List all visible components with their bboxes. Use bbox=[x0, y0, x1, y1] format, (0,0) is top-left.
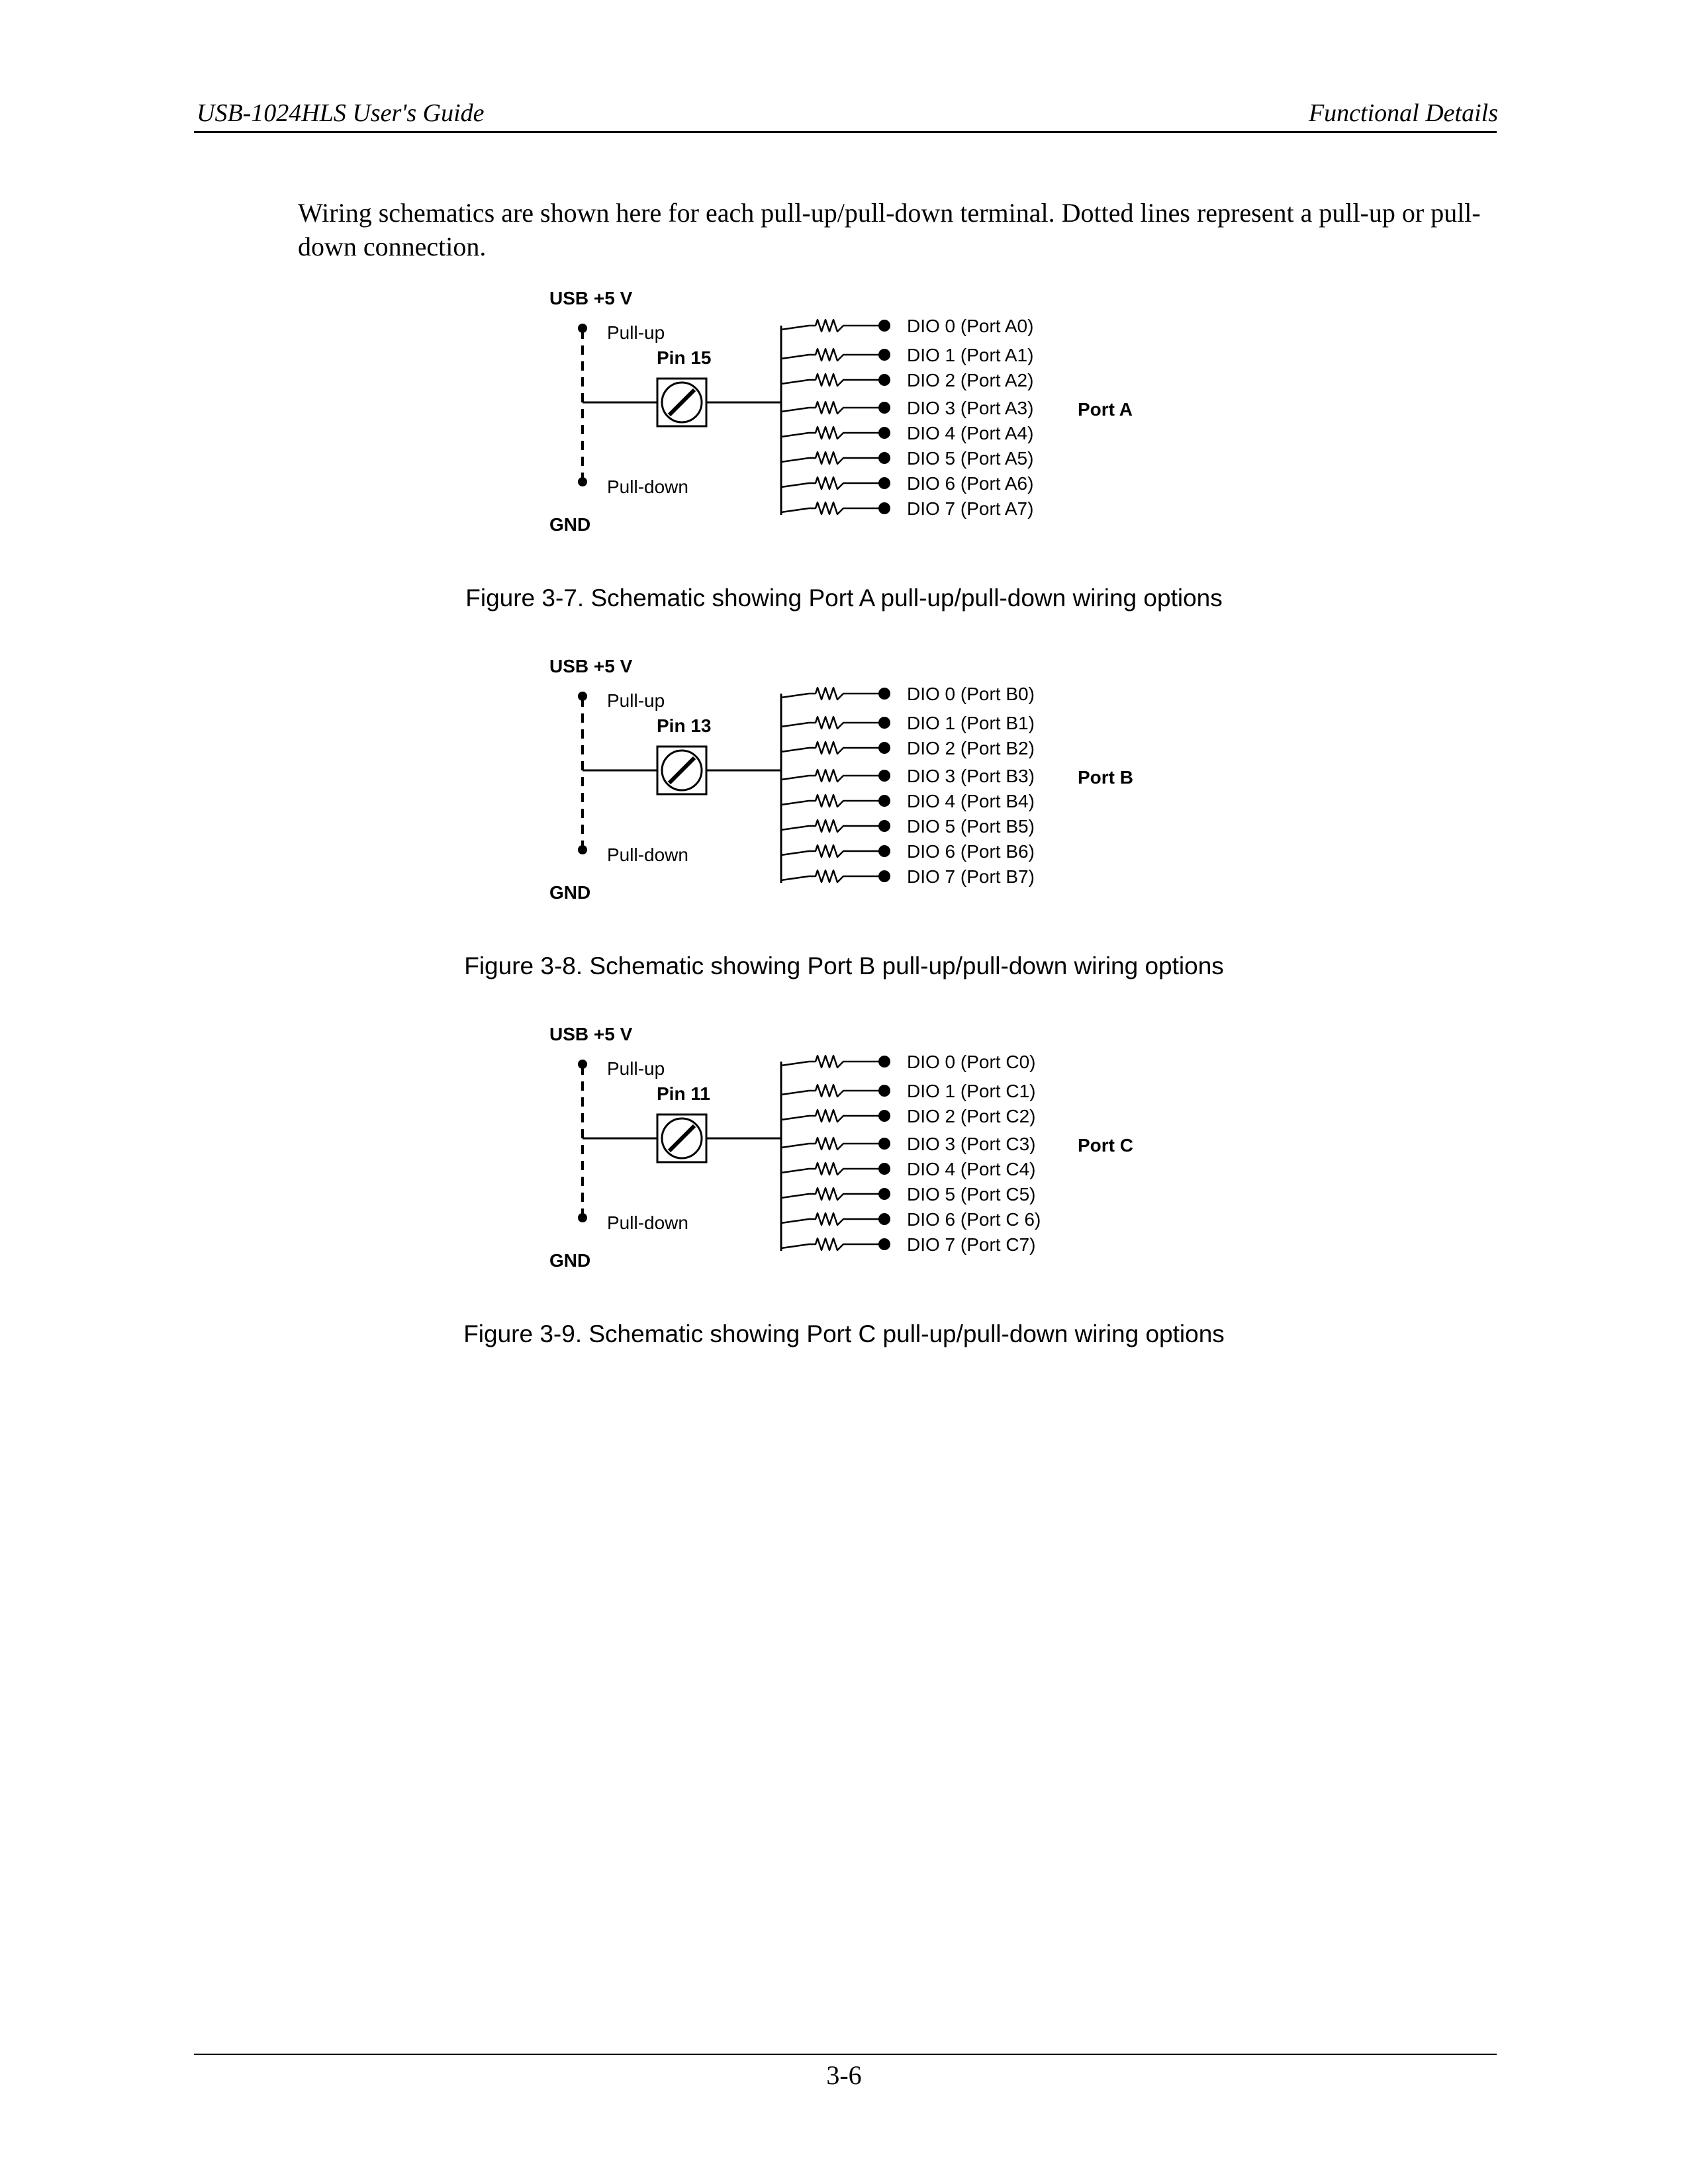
pull-resistor bbox=[781, 1138, 880, 1150]
intro-paragraph: Wiring schematics are shown here for each pull-up/pull-down terminal. Dotted lines represent a pull-up or pull-down connection. bbox=[298, 198, 1481, 261]
dio-terminal-dot bbox=[878, 320, 890, 332]
dio-terminal-dot bbox=[878, 820, 890, 832]
pull-resistor bbox=[781, 349, 880, 361]
pull-resistor bbox=[781, 1163, 880, 1175]
dio-terminal-dot bbox=[878, 1138, 890, 1150]
dio-terminal-dot bbox=[878, 1238, 890, 1250]
dio-terminal-dot bbox=[878, 845, 890, 857]
dio-label: DIO 2 (Port C2) bbox=[907, 1106, 1036, 1126]
pull-resistor bbox=[781, 795, 880, 807]
pin-label: Pin 13 bbox=[657, 715, 712, 736]
running-header-title: USB-1024HLS User's Guide bbox=[197, 99, 485, 127]
dio-label: DIO 7 (Port B7) bbox=[907, 866, 1035, 887]
pull-down-label: Pull-down bbox=[607, 477, 688, 497]
gnd-label: GND bbox=[549, 882, 591, 903]
dio-terminal-dot bbox=[878, 1056, 890, 1068]
port-c-schematic bbox=[0, 1014, 1688, 1292]
pull-resistor bbox=[781, 717, 880, 729]
pull-resistor bbox=[781, 320, 880, 332]
dio-terminal-dot bbox=[878, 452, 890, 464]
dio-terminal-dot bbox=[878, 502, 890, 514]
figure-3-9-caption: Figure 3-9. Schematic showing Port C pull-up/pull-down wiring options bbox=[463, 1320, 1225, 1347]
pull-resistor bbox=[781, 427, 880, 439]
figure-3-7-caption: Figure 3-7. Schematic showing Port A pull-up/pull-down wiring options bbox=[465, 584, 1223, 612]
supply-label: USB +5 V bbox=[549, 656, 633, 676]
dio-label: DIO 4 (Port B4) bbox=[907, 791, 1035, 811]
dio-terminal-dot bbox=[878, 717, 890, 729]
pull-up-label: Pull-up bbox=[607, 1058, 665, 1079]
dio-terminal-dot bbox=[878, 742, 890, 754]
dio-label: DIO 6 (Port C 6) bbox=[907, 1209, 1041, 1230]
dio-terminal-dot bbox=[878, 427, 890, 439]
pull-down-node-dot bbox=[578, 1213, 587, 1222]
dio-label: DIO 0 (Port A0) bbox=[907, 316, 1034, 336]
dio-label: DIO 7 (Port C7) bbox=[907, 1234, 1036, 1255]
dio-label: DIO 6 (Port A6) bbox=[907, 473, 1034, 494]
dio-terminal-dot bbox=[878, 870, 890, 882]
pin-label: Pin 15 bbox=[657, 347, 712, 368]
pull-resistor bbox=[781, 1238, 880, 1250]
pull-resistor bbox=[781, 770, 880, 782]
dio-label: DIO 4 (Port A4) bbox=[907, 423, 1034, 443]
footer-rule bbox=[194, 2054, 1497, 2055]
pull-resistor bbox=[781, 1213, 880, 1225]
dio-label: DIO 3 (Port A3) bbox=[907, 398, 1034, 418]
dio-label: DIO 3 (Port B3) bbox=[907, 766, 1035, 786]
dio-terminal-dot bbox=[878, 770, 890, 782]
pull-up-node-dot bbox=[578, 692, 587, 701]
dio-terminal-dot bbox=[878, 1085, 890, 1097]
pull-resistor bbox=[781, 688, 880, 700]
dio-terminal-dot bbox=[878, 1213, 890, 1225]
port-b-schematic bbox=[0, 646, 1688, 924]
pull-resistor bbox=[781, 402, 880, 414]
dio-terminal-dot bbox=[878, 1163, 890, 1175]
pull-resistor bbox=[781, 870, 880, 882]
dio-label: DIO 4 (Port C4) bbox=[907, 1159, 1036, 1179]
dio-terminal-dot bbox=[878, 349, 890, 361]
dio-label: DIO 2 (Port B2) bbox=[907, 738, 1035, 758]
pull-up-node-dot bbox=[578, 1060, 587, 1069]
supply-label: USB +5 V bbox=[549, 288, 633, 308]
pull-up-label: Pull-up bbox=[607, 322, 665, 343]
dio-terminal-dot bbox=[878, 795, 890, 807]
port-label: Port A bbox=[1078, 399, 1133, 420]
dio-label: DIO 0 (Port C0) bbox=[907, 1052, 1036, 1072]
pull-resistor bbox=[781, 477, 880, 489]
pull-resistor bbox=[781, 1056, 880, 1068]
dio-terminal-dot bbox=[878, 1188, 890, 1200]
pull-down-node-dot bbox=[578, 845, 587, 854]
gnd-label: GND bbox=[549, 514, 591, 535]
pull-resistor bbox=[781, 742, 880, 754]
pull-down-label: Pull-down bbox=[607, 1212, 688, 1233]
supply-label: USB +5 V bbox=[549, 1024, 633, 1044]
port-label: Port B bbox=[1078, 767, 1133, 788]
dio-label: DIO 1 (Port A1) bbox=[907, 345, 1034, 365]
pin-label: Pin 11 bbox=[657, 1083, 710, 1104]
dio-terminal-dot bbox=[878, 477, 890, 489]
pull-resistor bbox=[781, 374, 880, 386]
pull-resistor bbox=[781, 1110, 880, 1122]
dio-label: DIO 5 (Port C5) bbox=[907, 1184, 1036, 1205]
pull-up-node-dot bbox=[578, 324, 587, 333]
gnd-label: GND bbox=[549, 1250, 591, 1271]
pull-down-node-dot bbox=[578, 477, 587, 486]
dio-label: DIO 2 (Port A2) bbox=[907, 370, 1034, 390]
port-a-schematic bbox=[0, 278, 1688, 556]
dio-label: DIO 1 (Port B1) bbox=[907, 713, 1035, 733]
pull-down-label: Pull-down bbox=[607, 844, 688, 865]
dio-label: DIO 6 (Port B6) bbox=[907, 841, 1035, 862]
page-number: 3-6 bbox=[826, 2060, 862, 2090]
pull-resistor bbox=[781, 820, 880, 832]
header-rule bbox=[194, 131, 1497, 133]
dio-label: DIO 0 (Port B0) bbox=[907, 684, 1035, 704]
pull-resistor bbox=[781, 1085, 880, 1097]
pull-resistor bbox=[781, 845, 880, 857]
pull-resistor bbox=[781, 452, 880, 464]
dio-label: DIO 3 (Port C3) bbox=[907, 1134, 1036, 1154]
pull-resistor bbox=[781, 502, 880, 514]
dio-label: DIO 7 (Port A7) bbox=[907, 498, 1034, 519]
dio-terminal-dot bbox=[878, 402, 890, 414]
pull-resistor bbox=[781, 1188, 880, 1200]
running-header-section: Functional Details bbox=[1308, 99, 1498, 127]
dio-label: DIO 5 (Port A5) bbox=[907, 448, 1034, 469]
dio-terminal-dot bbox=[878, 374, 890, 386]
port-label: Port C bbox=[1078, 1135, 1133, 1156]
dio-terminal-dot bbox=[878, 1110, 890, 1122]
dio-label: DIO 1 (Port C1) bbox=[907, 1081, 1036, 1101]
pull-up-label: Pull-up bbox=[607, 690, 665, 711]
dio-label: DIO 5 (Port B5) bbox=[907, 816, 1035, 837]
dio-terminal-dot bbox=[878, 688, 890, 700]
figure-3-8-caption: Figure 3-8. Schematic showing Port B pull-up/pull-down wiring options bbox=[464, 952, 1224, 979]
